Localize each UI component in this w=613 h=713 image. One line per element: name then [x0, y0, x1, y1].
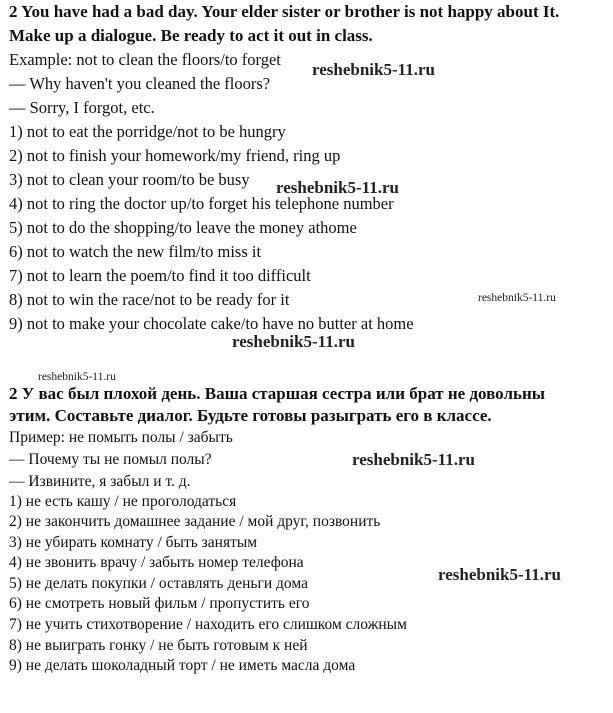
- english-dialog-line2: — Sorry, I forgot, etc.: [9, 98, 155, 117]
- russian-item-6: 6) не смотреть новый фильм / пропустить его: [9, 595, 310, 612]
- english-dialog-line1: — Why haven't you cleaned the floors?: [9, 74, 271, 93]
- english-item-9: 9) not to make your chocolate cake/to have no butter at home: [9, 314, 414, 333]
- russian-item-9: 9) не делать шоколадный торт / не иметь масла дома: [9, 657, 356, 674]
- watermark: reshebnik5-11.ru: [312, 60, 435, 79]
- english-item-3: 3) not to clean your room/to be busy: [9, 170, 250, 189]
- english-item-8: 8) not to win the race/not to be ready for it: [9, 290, 290, 309]
- russian-title-line2: этим. Составьте диалог. Будьте готовы разыграть его в классе.: [9, 406, 492, 425]
- english-item-2: 2) not to finish your homework/my friend, ring up: [9, 146, 341, 165]
- english-title-line2: Make up a dialogue. Be ready to act it out in class.: [9, 26, 373, 45]
- english-example: Example: not to clean the floors/to forget: [9, 50, 281, 69]
- russian-dialog-line1: — Почему ты не помыл полы?: [9, 451, 212, 468]
- russian-item-8: 8) не выиграть гонку / не быть готовым к ней: [9, 637, 308, 654]
- english-item-1: 1) not to eat the porridge/not to be hungry: [9, 122, 286, 141]
- english-item-7: 7) not to learn the poem/to find it too difficult: [9, 266, 311, 285]
- russian-item-7: 7) не учить стихотворение / находить его слишком сложным: [9, 616, 407, 633]
- english-title-line1: 2 You have had a bad day. Your elder sister or brother is not happy about It.: [9, 2, 560, 21]
- russian-dialog-line2: — Извините, я забыл и т. д.: [9, 473, 191, 490]
- russian-title-line1: 2 У вас был плохой день. Ваша старшая сестра или брат не довольны: [9, 384, 546, 403]
- russian-item-3: 3) не убирать комнату / быть занятым: [9, 534, 258, 551]
- russian-example: Пример: не помыть полы / забыть: [9, 429, 233, 446]
- watermark: reshebnik5-11.ru: [352, 450, 475, 469]
- english-item-6: 6) not to watch the new film/to miss it: [9, 242, 262, 261]
- english-item-5: 5) not to do the shopping/to leave the money athome: [9, 218, 357, 237]
- russian-item-2: 2) не закончить домашнее задание / мой друг, позвонить: [9, 513, 381, 530]
- watermark: reshebnik5-11.ru: [38, 371, 116, 383]
- russian-item-4: 4) не звонить врачу / забыть номер телефона: [9, 554, 304, 571]
- watermark: reshebnik5-11.ru: [478, 292, 556, 304]
- watermark: reshebnik5-11.ru: [276, 178, 399, 197]
- russian-item-1: 1) не есть кашу / не проголодаться: [9, 493, 237, 510]
- watermark: reshebnik5-11.ru: [438, 565, 561, 584]
- watermark: reshebnik5-11.ru: [232, 332, 355, 351]
- russian-item-5: 5) не делать покупки / оставлять деньги дома: [9, 575, 308, 592]
- english-item-4: 4) not to ring the doctor up/to forget his telephone number: [9, 194, 394, 213]
